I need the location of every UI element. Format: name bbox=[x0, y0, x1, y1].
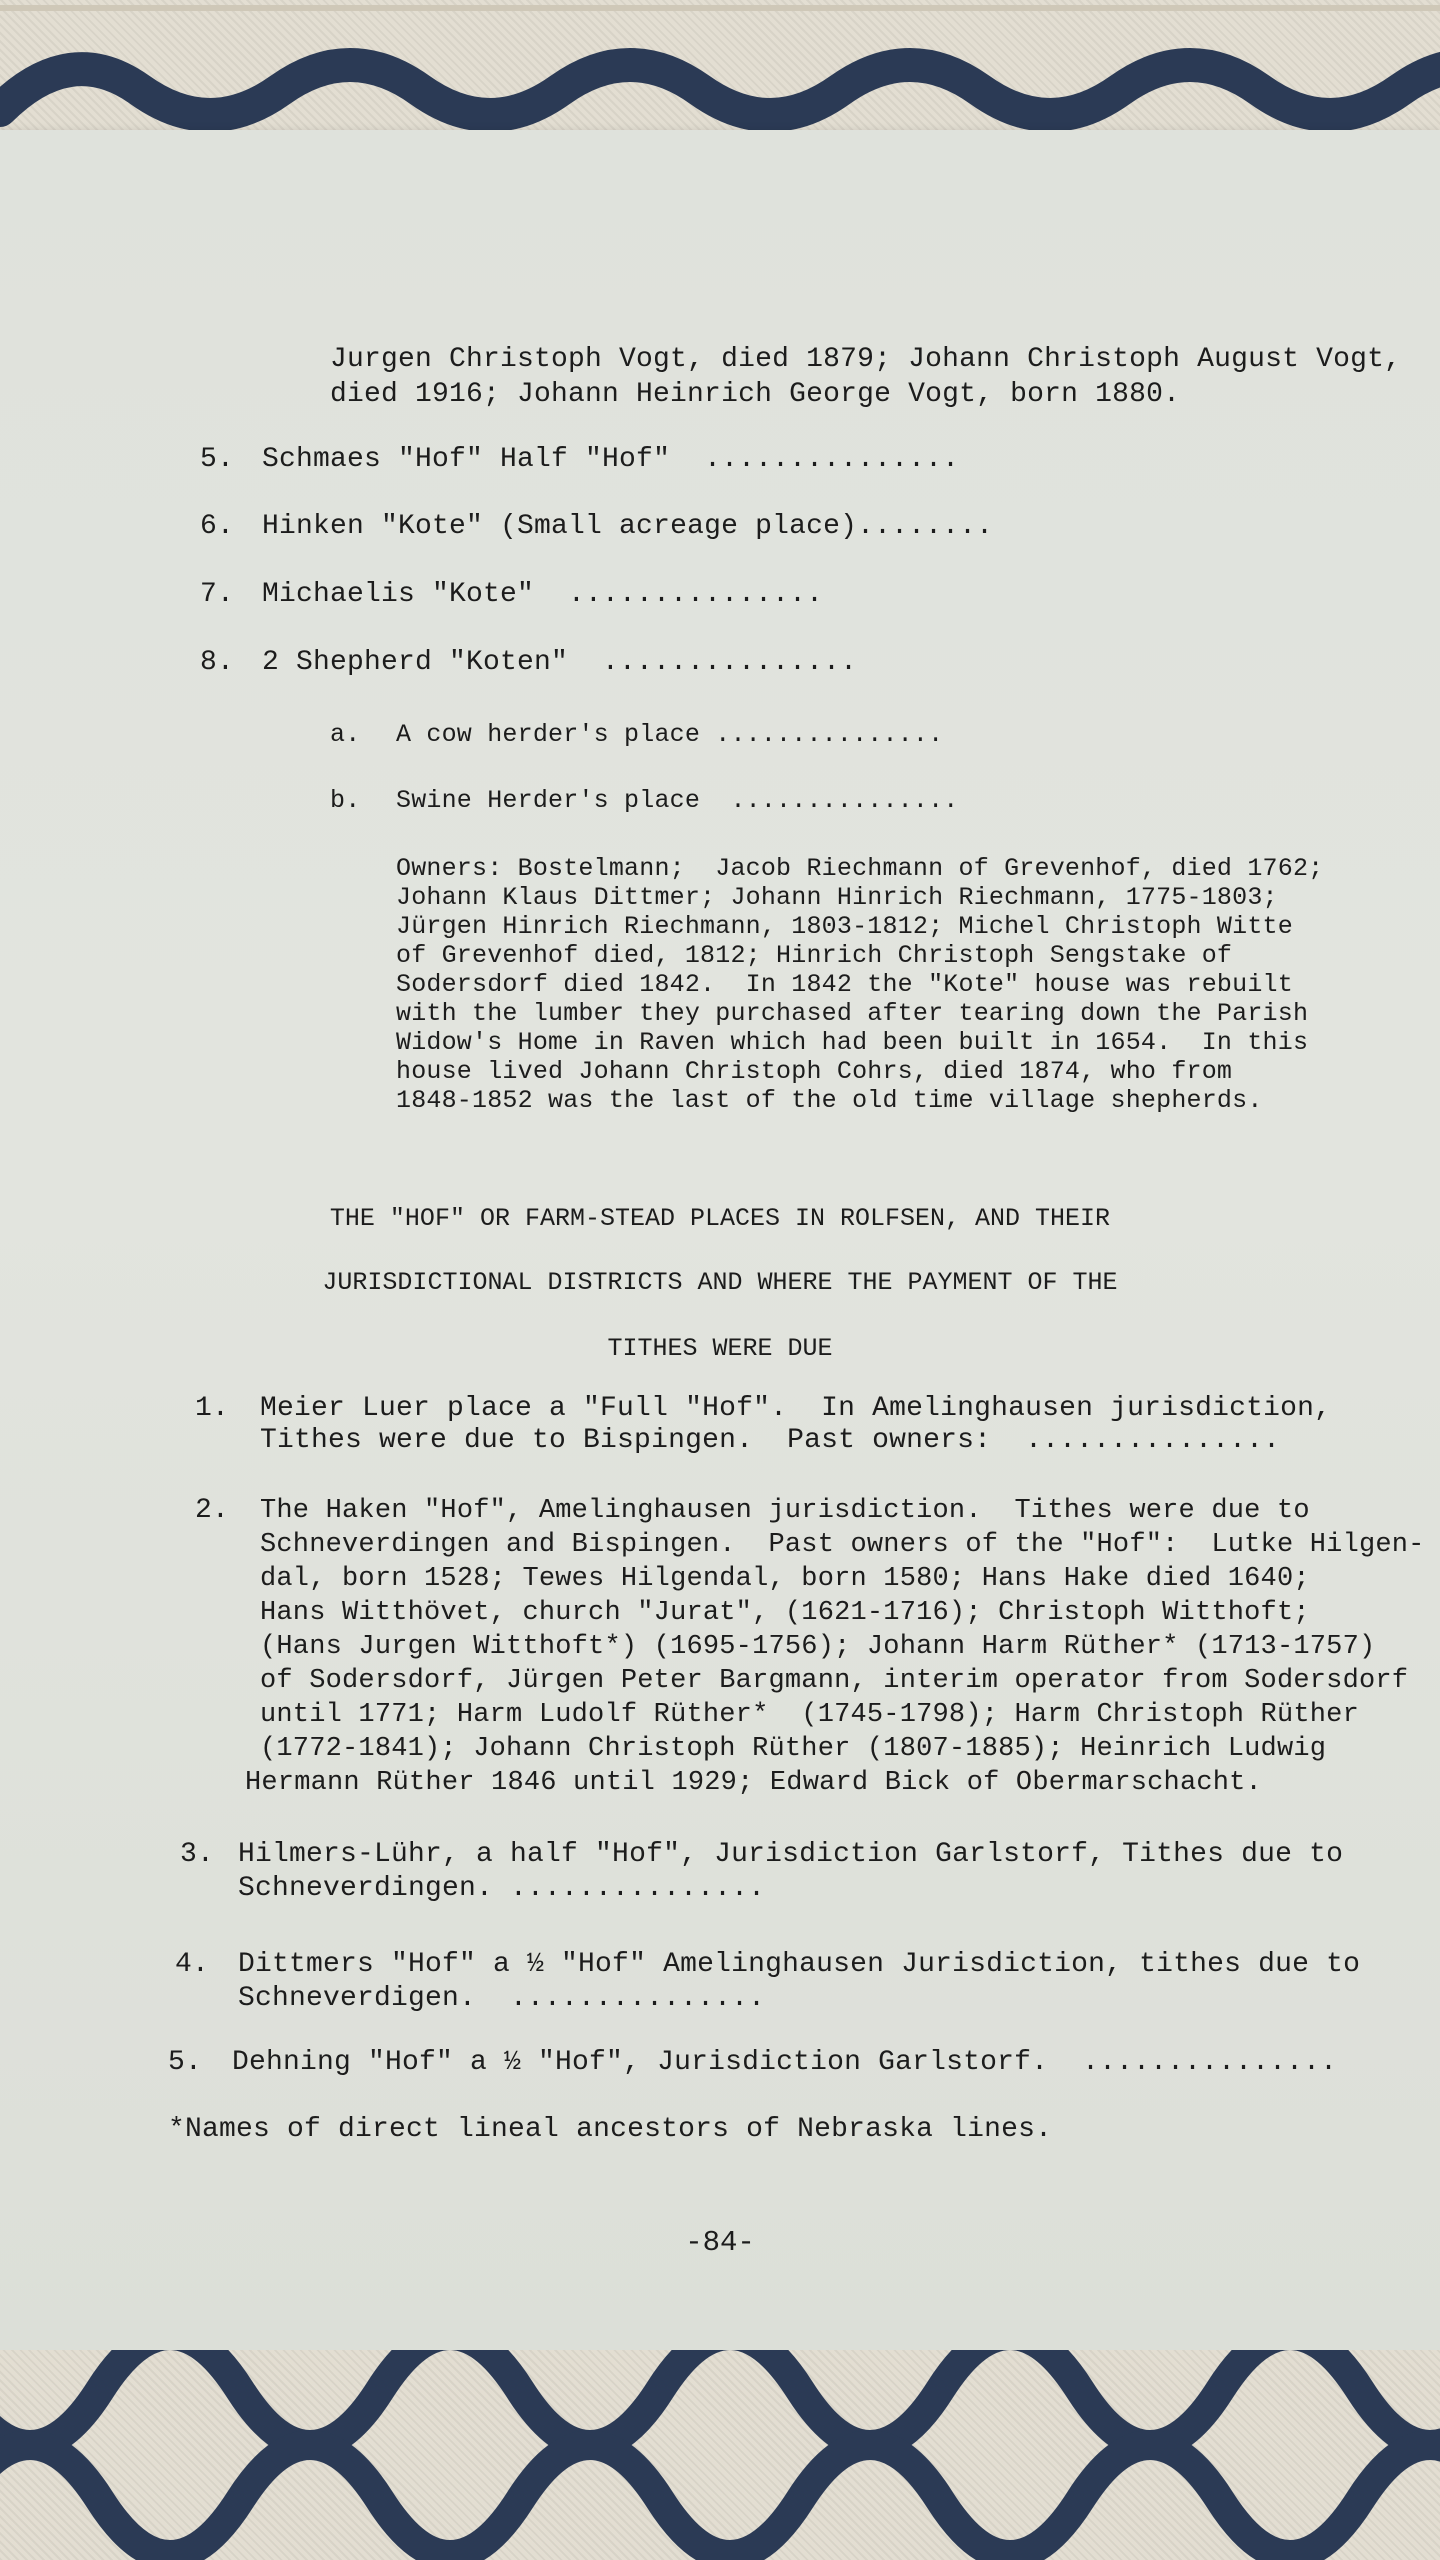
hof-number: 4. bbox=[175, 1949, 210, 1980]
hof-number: 3. bbox=[180, 1839, 215, 1870]
hof-line: Tithes were due to Bispingen. Past owners: ............... bbox=[260, 1425, 1281, 1456]
hof-line: Dehning "Hof" a ½ "Hof", Jurisdiction Garlstorf. ............... bbox=[232, 2047, 1338, 2078]
hof-line: until 1771; Harm Ludolf Rüther* (1745-1798); Harm Christoph Rüther bbox=[260, 1700, 1359, 1730]
owners-line: Sodersdorf died 1842. In 1842 the "Kote" house was rebuilt bbox=[396, 970, 1293, 999]
sub-item-text: A cow herder's place ............... bbox=[396, 720, 944, 749]
intro-line-2: died 1916; Johann Heinrich George Vogt, born 1880. bbox=[330, 379, 1181, 410]
owners-line: Owners: Bostelmann; Jacob Riechmann of Grevenhof, died 1762; bbox=[396, 854, 1324, 883]
sub-item-text: Swine Herder's place ............... bbox=[396, 786, 959, 815]
list-item-text: Michaelis "Kote" ............... bbox=[262, 579, 824, 610]
hof-line: (Hans Jurgen Witthoft*) (1695-1756); Johann Harm Rüther* (1713-1757) bbox=[260, 1632, 1376, 1662]
owners-line: 1848-1852 was the last of the old time village shepherds. bbox=[396, 1086, 1263, 1115]
list-item-text: 2 Shepherd "Koten" ............... bbox=[262, 647, 858, 678]
owners-line: with the lumber they purchased after tearing down the Parish bbox=[396, 999, 1309, 1028]
hof-line: Meier Luer place a "Full "Hof". In Amelinghausen jurisdiction, bbox=[260, 1393, 1332, 1424]
rug-chain-pattern bbox=[0, 2350, 1440, 2560]
list-item-text: Hinken "Kote" (Small acreage place)........ bbox=[262, 511, 994, 542]
hof-line: (1772-1841); Johann Christoph Rüther (1807-1885); Heinrich Ludwig bbox=[260, 1734, 1327, 1764]
hof-line: Hermann Rüther 1846 until 1929; Edward Bick of Obermarschacht. bbox=[245, 1768, 1262, 1798]
hof-line: of Sodersdorf, Jürgen Peter Bargmann, interim operator from Sodersdorf bbox=[260, 1666, 1409, 1696]
list-item-text: Schmaes "Hof" Half "Hof" ............... bbox=[262, 444, 960, 475]
section-heading-line-3: TITHES WERE DUE bbox=[607, 1334, 833, 1363]
list-number: 6. bbox=[200, 511, 235, 542]
hof-line: Hilmers-Lühr, a half "Hof", Jurisdiction Garlstorf, Tithes due to bbox=[238, 1839, 1344, 1870]
sub-item-letter: a. bbox=[330, 720, 361, 749]
rug-bottom-border bbox=[0, 2350, 1440, 2560]
footnote: *Names of direct lineal ancestors of Nebraska lines. bbox=[168, 2114, 1053, 2145]
list-number: 8. bbox=[200, 647, 235, 678]
owners-line: of Grevenhof died, 1812; Hinrich Christoph Sengstake of bbox=[396, 941, 1233, 970]
list-number: 7. bbox=[200, 579, 235, 610]
owners-line: Jürgen Hinrich Riechmann, 1803-1812; Michel Christoph Witte bbox=[396, 912, 1293, 941]
hof-line: Schneverdingen. ............... bbox=[238, 1873, 766, 1904]
intro-line-1: Jurgen Christoph Vogt, died 1879; Johann Christoph August Vogt, bbox=[330, 344, 1402, 375]
hof-number: 5. bbox=[168, 2047, 203, 2078]
hof-number: 1. bbox=[195, 1393, 230, 1424]
hof-line: Schneverdigen. ............... bbox=[238, 1983, 766, 2014]
hof-line: The Haken "Hof", Amelinghausen jurisdiction. Tithes were due to bbox=[260, 1496, 1310, 1526]
owners-line: house lived Johann Christoph Cohrs, died 1874, who from bbox=[396, 1057, 1233, 1086]
section-heading-line-1: THE "HOF" OR FARM-STEAD PLACES IN ROLFSEN, AND THEIR bbox=[329, 1204, 1111, 1233]
owners-line: Johann Klaus Dittmer; Johann Hinrich Riechmann, 1775-1803; bbox=[396, 883, 1278, 912]
owners-line: Widow's Home in Raven which had been built in 1654. In this bbox=[396, 1028, 1309, 1057]
sub-item-letter: b. bbox=[330, 786, 361, 815]
list-number: 5. bbox=[200, 444, 235, 475]
hof-line: Schneverdingen and Bispingen. Past owners of the "Hof": Lutke Hilgen- bbox=[260, 1530, 1425, 1560]
hof-line: Hans Witthövet, church "Jurat", (1621-1716); Christoph Witthoft; bbox=[260, 1598, 1310, 1628]
hof-number: 2. bbox=[195, 1495, 230, 1526]
section-heading-line-2: JURISDICTIONAL DISTRICTS AND WHERE THE PAYMENT OF THE bbox=[322, 1268, 1118, 1297]
hof-line: dal, born 1528; Tewes Hilgendal, born 1580; Hans Hake died 1640; bbox=[260, 1564, 1310, 1594]
hof-line: Dittmers "Hof" a ½ "Hof" Amelinghausen Jurisdiction, tithes due to bbox=[238, 1949, 1361, 1980]
page-number: -84- bbox=[685, 2226, 755, 2259]
